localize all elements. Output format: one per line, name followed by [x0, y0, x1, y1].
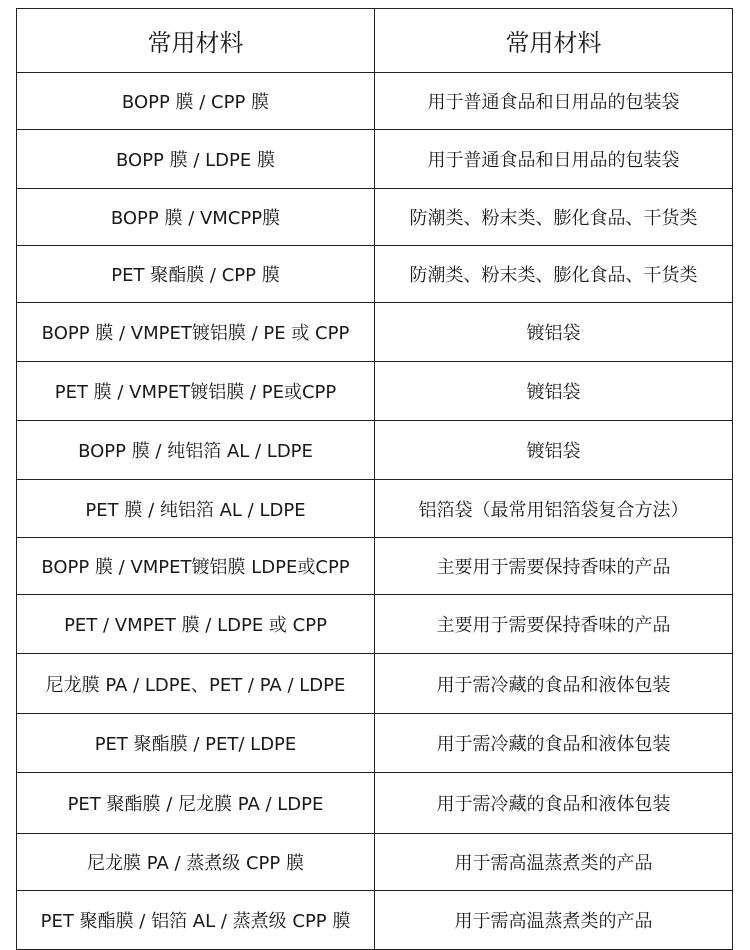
- table-row: [17, 303, 733, 362]
- usage-cell: 主要用于需要保持香味的产品: [375, 538, 733, 595]
- material-cell: PET 聚酯膜 / 尼龙膜 PA / LDPE: [17, 773, 375, 834]
- material-cell: PET 聚酯膜 / 铝箔 AL / 蒸煮级 CPP 膜: [17, 891, 375, 950]
- table-row: [17, 538, 733, 595]
- column-header-usage: 常用材料: [375, 9, 733, 73]
- table-row: [17, 362, 733, 421]
- table-row: [17, 654, 733, 714]
- material-cell: PET 聚酯膜 / CPP 膜: [17, 246, 375, 303]
- table-row: [17, 834, 733, 891]
- table-row: [17, 480, 733, 538]
- table-row: [17, 421, 733, 480]
- materials-table-container: [16, 8, 732, 950]
- material-cell: BOPP 膜 / VMCPP膜: [17, 189, 375, 246]
- material-cell: 尼龙膜 PA / 蒸煮级 CPP 膜: [17, 834, 375, 891]
- material-cell: BOPP 膜 / VMPET镀铝膜 LDPE或CPP: [17, 538, 375, 595]
- usage-cell: 用于需冷藏的食品和液体包装: [375, 714, 733, 773]
- material-cell: BOPP 膜 / VMPET镀铝膜 / PE 或 CPP: [17, 303, 375, 362]
- usage-cell: 防潮类、粉末类、膨化食品、干货类: [375, 246, 733, 303]
- usage-cell: 用于需高温蒸煮类的产品: [375, 891, 733, 950]
- usage-cell: 用于普通食品和日用品的包装袋: [375, 73, 733, 130]
- usage-cell: 主要用于需要保持香味的产品: [375, 595, 733, 654]
- usage-cell: 用于需冷藏的食品和液体包装: [375, 654, 733, 714]
- usage-cell: 用于需冷藏的食品和液体包装: [375, 773, 733, 834]
- table-row: [17, 773, 733, 834]
- material-cell: PET / VMPET 膜 / LDPE 或 CPP: [17, 595, 375, 654]
- table-row: [17, 246, 733, 303]
- usage-cell: 防潮类、粉末类、膨化食品、干货类: [375, 189, 733, 246]
- table-row: [17, 130, 733, 189]
- material-cell: BOPP 膜 / CPP 膜: [17, 73, 375, 130]
- table-row: [17, 891, 733, 950]
- material-cell: BOPP 膜 / 纯铝箔 AL / LDPE: [17, 421, 375, 480]
- materials-table: [16, 8, 733, 950]
- table-header-row: [17, 9, 733, 73]
- column-header-materials: 常用材料: [17, 9, 375, 73]
- material-cell: 尼龙膜 PA / LDPE、PET / PA / LDPE: [17, 654, 375, 714]
- table-row: [17, 595, 733, 654]
- usage-cell: 镀铝袋: [375, 303, 733, 362]
- material-cell: BOPP 膜 / LDPE 膜: [17, 130, 375, 189]
- usage-cell: 用于普通食品和日用品的包装袋: [375, 130, 733, 189]
- table-row: [17, 189, 733, 246]
- material-cell: PET 膜 / 纯铝箔 AL / LDPE: [17, 480, 375, 538]
- usage-cell: 用于需高温蒸煮类的产品: [375, 834, 733, 891]
- material-cell: PET 膜 / VMPET镀铝膜 / PE或CPP: [17, 362, 375, 421]
- usage-cell: 镀铝袋: [375, 362, 733, 421]
- usage-cell: 铝箔袋（最常用铝箔袋复合方法）: [375, 480, 733, 538]
- material-cell: PET 聚酯膜 / PET/ LDPE: [17, 714, 375, 773]
- table-row: [17, 73, 733, 130]
- table-row: [17, 714, 733, 773]
- usage-cell: 镀铝袋: [375, 421, 733, 480]
